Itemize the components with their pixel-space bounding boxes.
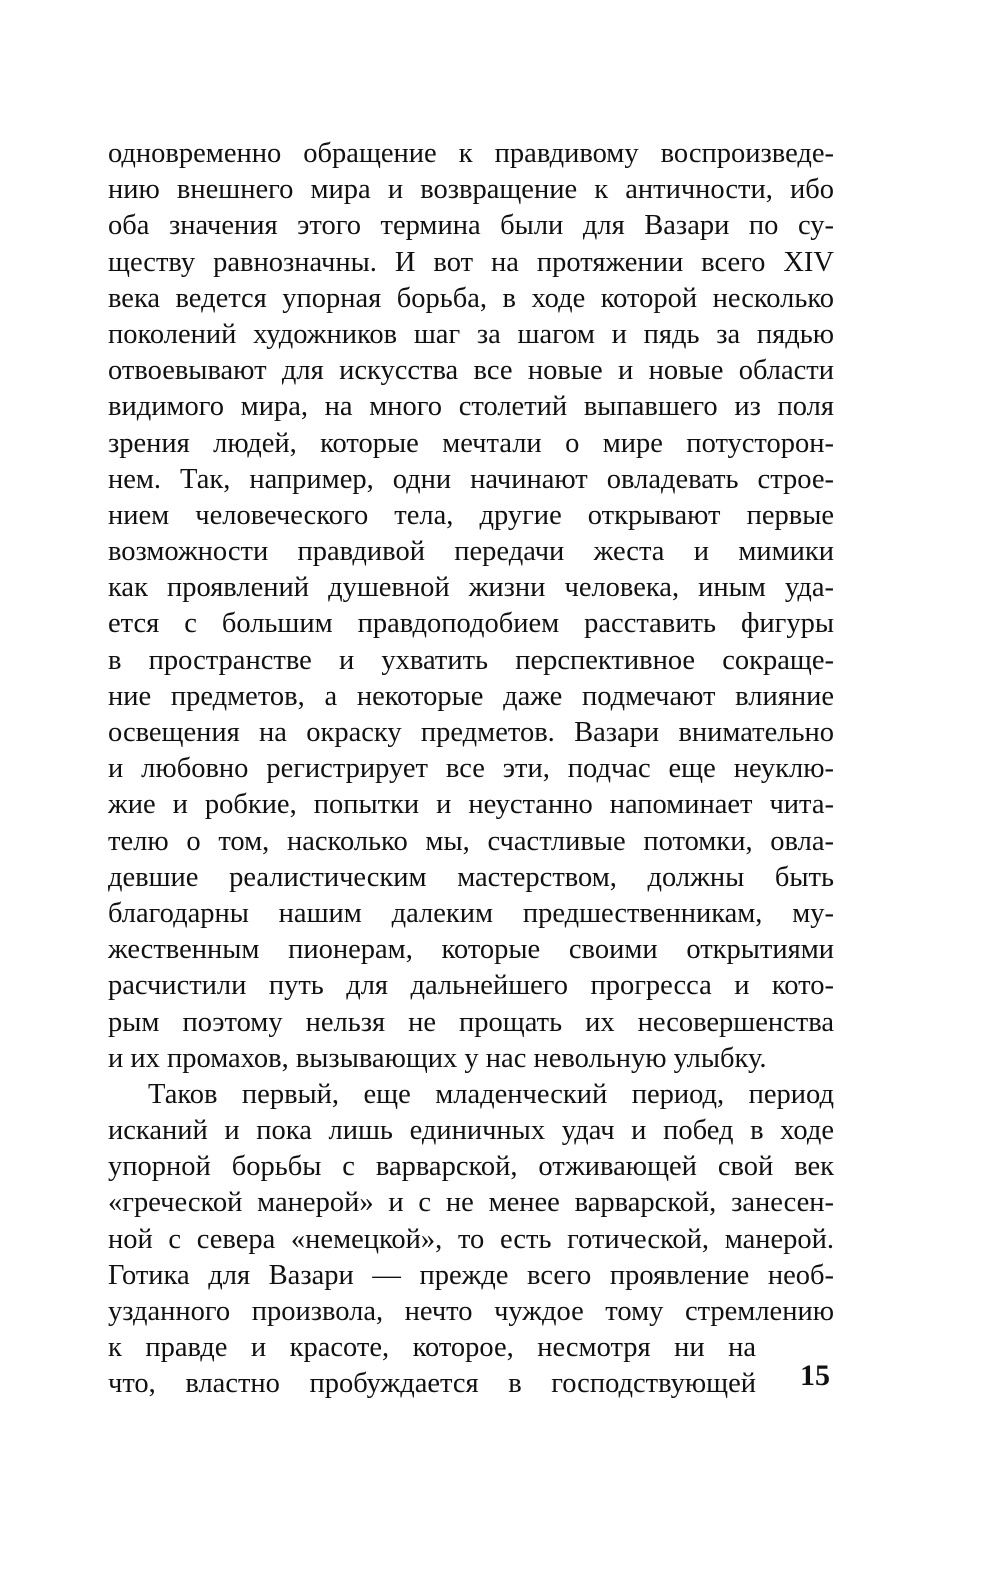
text-line: рым поэтому нельзя не прощать их несовершенства bbox=[108, 1006, 834, 1038]
text-line: зрения людей, которые мечтали о мире потусторон- bbox=[108, 427, 834, 459]
text-line: как проявлений душевной жизни человека, иным уда- bbox=[108, 572, 834, 604]
text-line: поколений художников шаг за шагом и пядь за пядью bbox=[108, 318, 834, 350]
text-line: исканий и пока лишь единичных удач и побед в ходе bbox=[108, 1115, 834, 1147]
text-line: освещения на окраску предметов. Вазари внимательно bbox=[108, 717, 834, 748]
text-line: к правде и красоте, которое, несмотря ни на bbox=[108, 1332, 756, 1364]
text-line: нию внешнего мира и возвращение к античности, ибо bbox=[108, 174, 834, 206]
text-line: отвоевывают для искусства все новые и новые области bbox=[108, 355, 834, 387]
text-line: в пространстве и ухватить перспективное сокраще- bbox=[108, 644, 834, 676]
text-line: видимого мира, на много столетий выпавшего из поля bbox=[108, 391, 834, 423]
paragraph-end-line: и их промахов, вызывающих у нас невольную улыбку. bbox=[108, 1042, 767, 1074]
body-text bbox=[108, 136, 834, 1403]
text-line: жие и робкие, попытки и неустанно напоминает чита- bbox=[108, 789, 834, 821]
text-line: нем. Так, например, одни начинают овладевать строе- bbox=[108, 463, 834, 495]
text-line: упорной борьбы с варварской, отживающей свой век bbox=[108, 1151, 834, 1183]
text-line: жественным пионерам, которые своими открытиями bbox=[108, 934, 834, 966]
text-line: благодарны нашим далеким предшественникам, му- bbox=[108, 897, 834, 929]
text-line: девшие реалистическим мастерством, должны быть bbox=[108, 861, 834, 893]
text-line: телю о том, насколько мы, счастливые потомки, овла- bbox=[108, 825, 834, 857]
text-line: и любовно регистрирует все эти, подчас еще неуклю- bbox=[108, 753, 834, 785]
text-line: Готика для Вазари — прежде всего проявление необ- bbox=[108, 1259, 834, 1291]
text-line: века ведется упорная борьба, в ходе которой несколько bbox=[108, 282, 834, 314]
text-line: ществу равнозначны. И вот на протяжении всего XIV bbox=[108, 246, 834, 278]
text-line: ной с севера «немецкой», то есть готической, манерой. bbox=[108, 1223, 834, 1255]
text-line: ется с большим правдоподобием расставить фигуры bbox=[108, 608, 834, 640]
text-line: узданного произвола, нечто чуждое тому стремлению bbox=[108, 1296, 834, 1327]
text-line: нием человеческого тела, другие открывают первые bbox=[108, 499, 834, 531]
text-line: ние предметов, а некоторые даже подмечают влияние bbox=[108, 680, 834, 712]
text-line: одновременно обращение к правдивому воспроизведе- bbox=[108, 138, 834, 169]
page-number: 15 bbox=[800, 1359, 830, 1392]
text-line: возможности правдивой передачи жеста и мимики bbox=[108, 536, 834, 568]
text-line: что, властно пробуждается в господствующей bbox=[108, 1368, 756, 1400]
text-line: оба значения этого термина были для Вазари по су- bbox=[108, 210, 834, 242]
text-line: «греческой манерой» и с не менее варварской, занесен- bbox=[108, 1187, 834, 1219]
text-line: расчистили путь для дальнейшего прогресса и кото- bbox=[108, 970, 834, 1002]
paragraph-start-line: Таков первый, еще младенческий период, период bbox=[148, 1078, 834, 1110]
